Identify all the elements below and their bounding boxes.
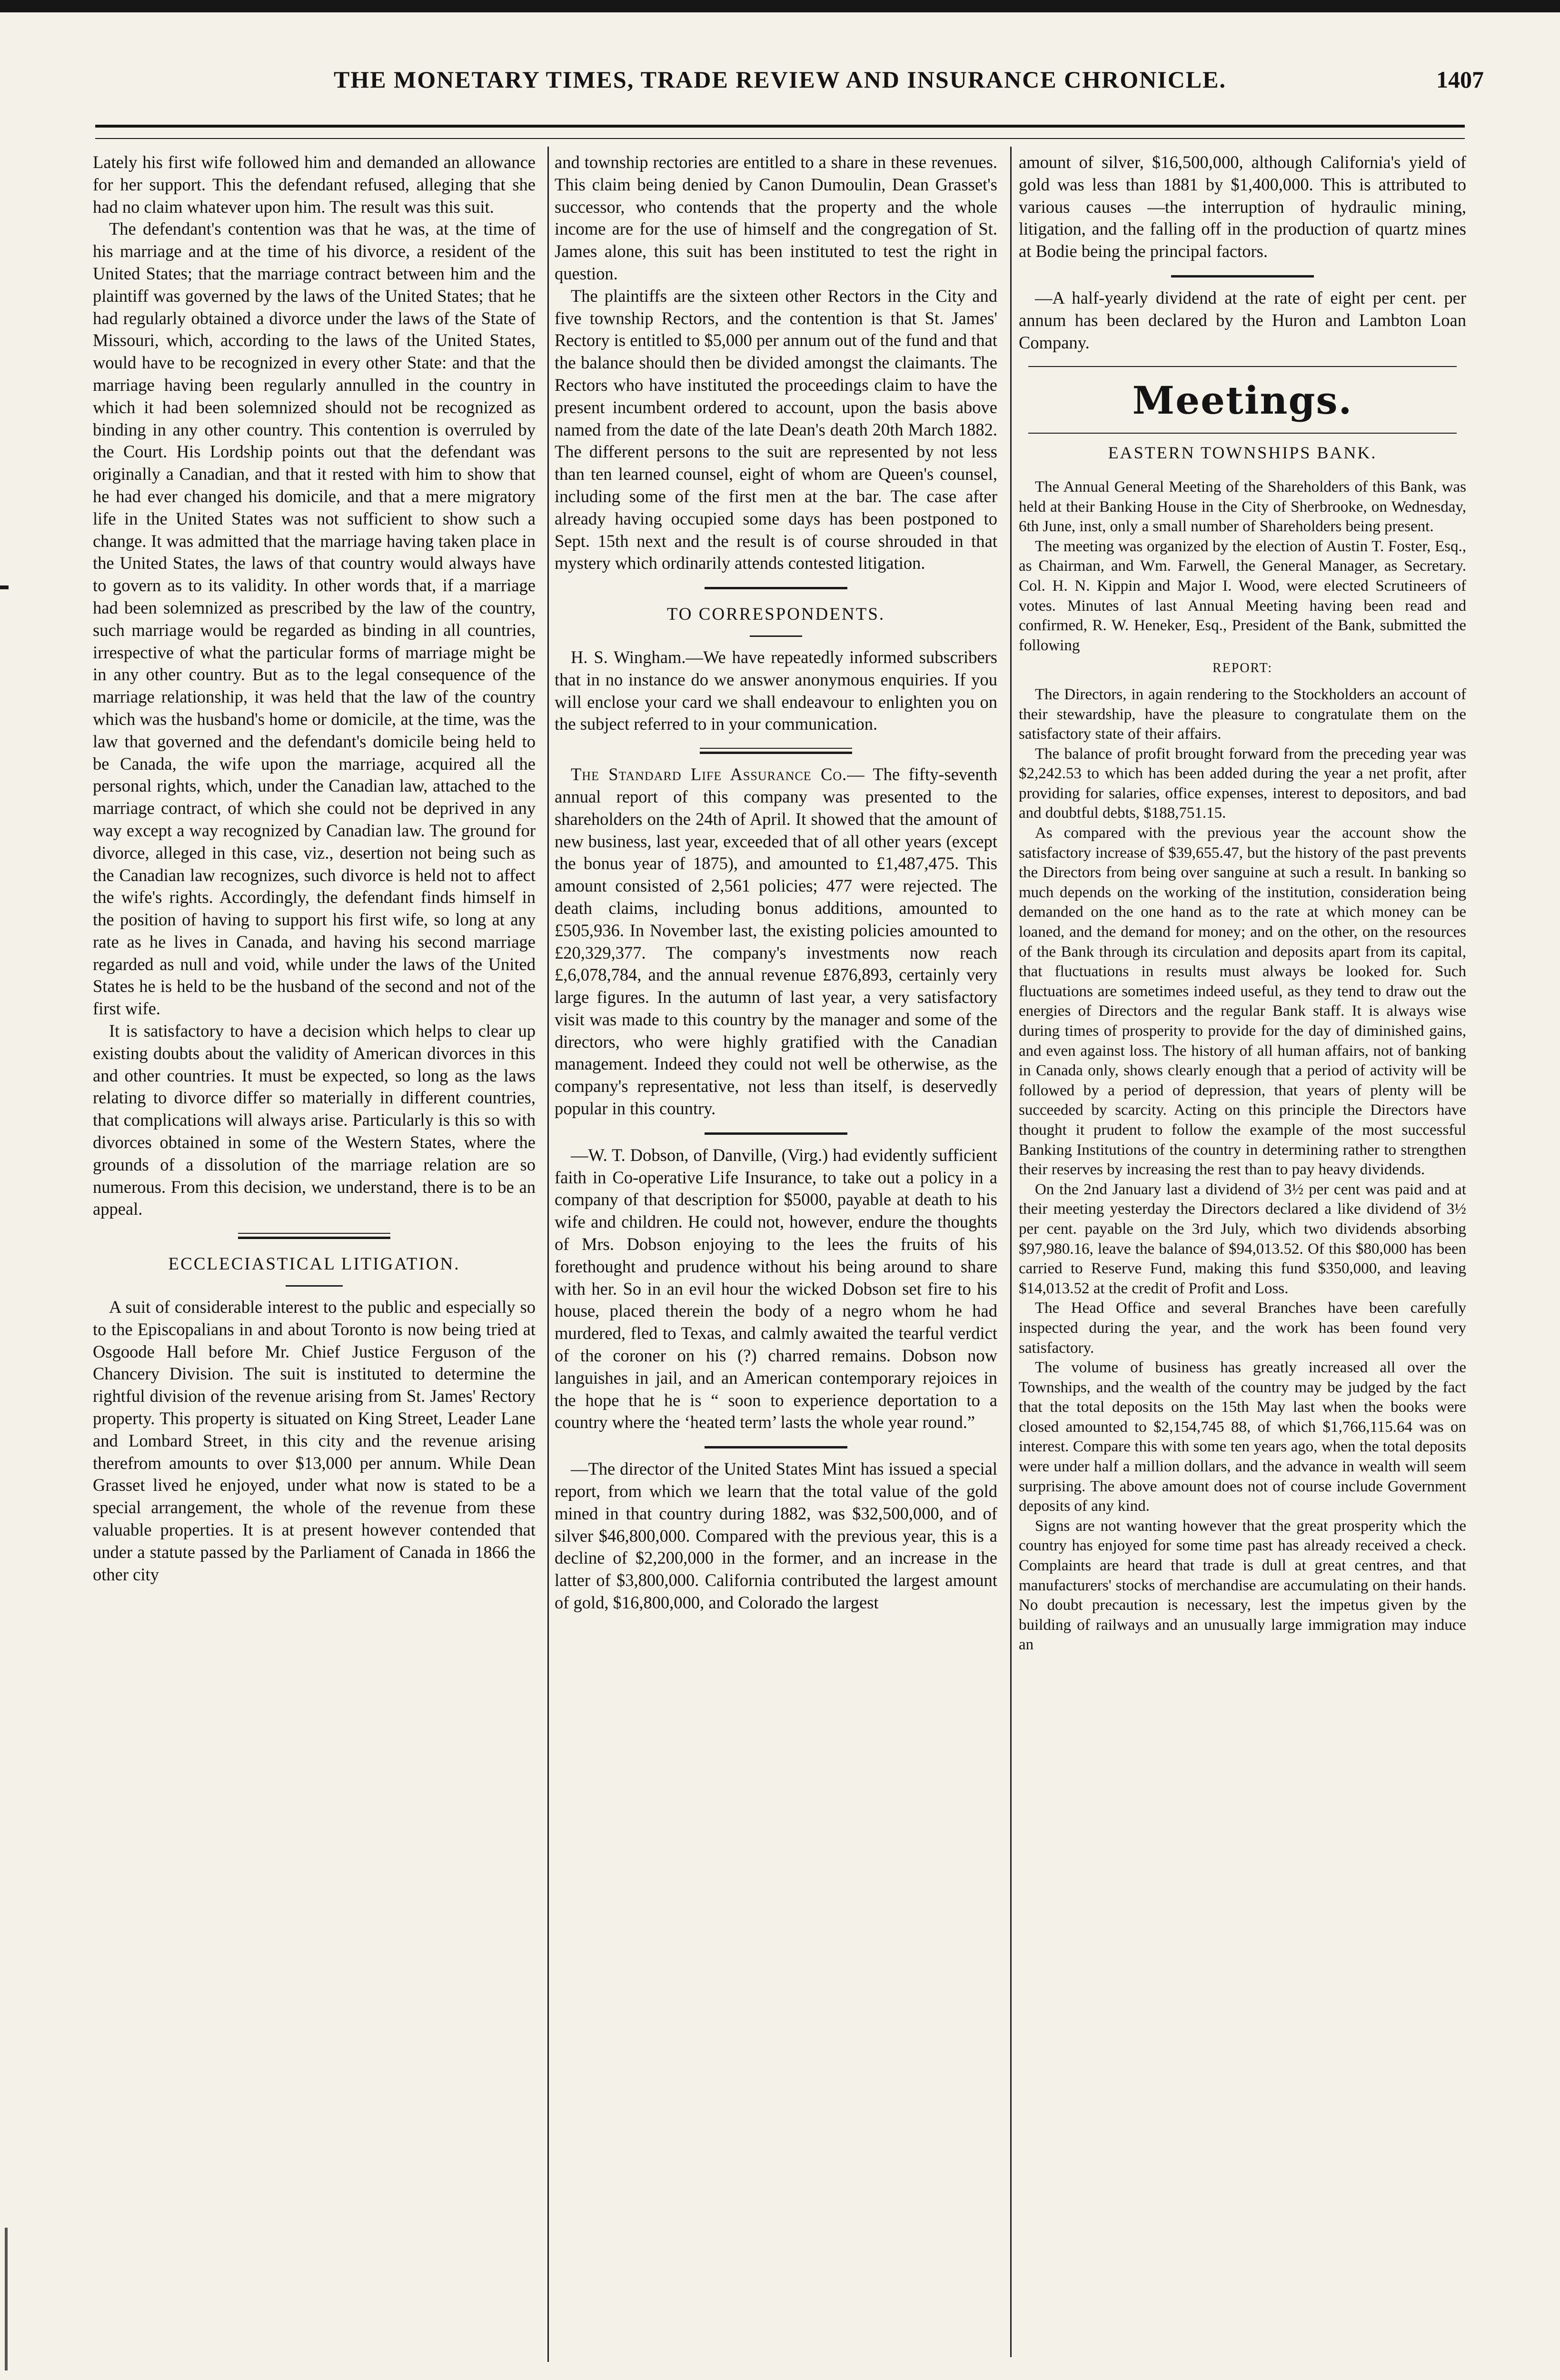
section-separator (705, 1446, 847, 1448)
dividend-paragraph: —A half-yearly dividend at the rate of eight per cent. per annum has been declared by the Huron and Lambton Loan Company. (1019, 288, 1466, 352)
report-paragraph-7: Signs are not wanting however that the great prosperity which the country has enjoyed for some time past has already received a check. Complaints are heard that trade is dull at great centres, and that manufacturers' stocks of merchandise are accumulating on their hands. No doubt precaution is necessary, lest the impetus given by the building of railways and an unusually large immigration may induce an (1019, 1517, 1466, 1654)
heading-underline (286, 1285, 343, 1287)
divorce-paragraph-2: The defendant's contention was that he was, at the time of his marriage and at the time of his divorce, a resident of the United States; that the marriage contract between him and the plaintiff was governed by the laws of the United States; that he had regularly obtained a divorce under the laws of the State of Missouri, which, according to the laws of the United States, would have to be recognized in every other State: and that the marriage having been regularly annulled in the country in which it had been solemnized should not be recognized as binding in any other country. This contention is overruled by the Court. His Lordship points out that the defendant was originally a Canadian, and that it rested with him to show that he had ever changed his domicile, and that a mere migratory life in the United States was not sufficient to show such a change. It was admitted that the marriage having taken place in the United States, the laws of that country would always have to govern as to its validity. In other words that, if a marriage had been solemnized as prescribed by the law of the country, such marriage would be regarded as binding in all countries, irrespective of what the particular forms of marriage might be in any other country. But as to the legal consequence of the marriage relationship, it was held that the law of the country which was the husband's home or domicile, at the time, was the law that governed and the defendant's domicile being held to be Canada, the wife upon the marriage, acquired all the personal rights, which, under the Canadian law, attached to the marriage contract, of which she could not be deprived in any way except a way recognized by Canadian law. The ground for divorce, alleged in this case, viz., desertion not being such as the Canadian law recognizes, such divorce is held not to affect the wife's rights. Accordingly, the defendant finds himself in the position of having to support his first wife, so long at any rate as he lives in Canada, and having his second marriage regarded as null and void, while under the laws of the United States he is held to be the husband of the second and not of the first wife. (93, 219, 536, 1019)
meeting-paragraph-1: The Annual General Meeting of the Shareholders of this Bank, was held at their Banking House in the City of Sherbrooke, on Wednesday, 6th June, inst, only a small number of Shareholders being present. (1019, 478, 1466, 536)
section-separator (1028, 433, 1457, 434)
dobson-paragraph: —W. T. Dobson, of Danville, (Virg.) had evidently sufficient faith in Co-operative Life Insurance, to take out a policy in a company of that description for $5000, payable at death to his wife and children. He could not, however, endure the thoughts of Mrs. Dobson enjoying to the lees the fruits of his forethought and prudence without his being around to share with her. So in an evil hour the wicked Dobson set fire to his house, placed therein the body of a negro whom he had murdered, fled to Texas, and calmly awaited the tearful verdict of the coroner on his (?) charred remains. Dobson now languishes in jail, and an American contemporary rejoices in the hope that he is “ soon to experience deportation to a country where the ‘heated term’ lasts the whole year round.” (555, 1145, 997, 1432)
meeting-paragraph-2: The meeting was organized by the election of Austin T. Foster, Esq., as Chairman, and Wm. Farwell, the General Manager, as Secretary. Col. H. N. Kippin and Major I. Wood, were elected Scrutineers of votes. Minutes of last Annual Meeting having been read and confirmed, R. W. Heneker, Esq., President of the Bank, submitted the following (1019, 537, 1466, 654)
correspondents-paragraph: H. S. Wingham.—We have repeatedly informed subscribers that in no instance do we answer anonymous enquiries. If you will enclose your card we shall endeavour to enlighten you on the subject referred to in your communication. (555, 647, 997, 734)
header-rule-top (95, 125, 1465, 128)
report-paragraph-3: As compared with the previous year the account show the satisfactory increase of $39,655.47, but the history of the past prevents the Directors from being over sanguine at such a result. In banking so much depends on the working of the institution, consideration being demanded on the one hand as to the rate at which money can be loaned, and the demand for money; and on the other, on the resources of the Bank through its circulation and deposits apart from its capital, that fluctuations in results must always be looked for. Such fluctuations are sometimes indeed useful, as they tend to draw out the energies of Directors and the regular Bank staff. It is always wise during times of prosperity to provide for the day of diminished gains, and even against loss. The history of all human affairs, not of banking in Canada only, shows clearly enough that a period of activity will be followed by a period of depression, that years of plenty will be succeeded by scarcity. Acting on this principle the Directors have thought it prudent to follow the example of the most successful Banking Institutions of the country in determining rather to strengthen their reserves by increasing the rest than to pay heavy dividends. (1019, 824, 1466, 1179)
margin-binding-mark (5, 2228, 8, 2370)
page-number: 1407 (1436, 66, 1484, 93)
divorce-paragraph-1: Lately his first wife followed him and demanded an allowance for her support. This the defendant refused, alleging that she had no claim whatever upon him. The result was this suit. (93, 152, 536, 217)
standard-life-paragraph: — The fifty-seventh annual report of this company was presented to the shareholders on the 24th of April. It showed that the amount of new business, last year, exceeded that of all other years (except the bonus year of 1875), and amounted to £1,487,475. This amount consisted of 2,561 policies; 477 were rejected. The death claims, including bonus additions, amounted to £505,936. In November last, the existing policies amounted to £20,329,377. The company's investments now reach £,6,078,784, and the annual revenue £876,893, certainly very large figures. In the autumn of last year, a very satisfactory visit was made to this country by the manager and some of the directors, who were highly gratified with the Canadian management. Indeed they could not well be otherwise, as the company's representative, not less than itself, is deservedly popular in this country. (555, 764, 997, 1119)
correspondents-heading: TO CORRESPONDENTS. (666, 605, 885, 625)
silver-paragraph: amount of silver, $16,500,000, although California's yield of gold was less than 1881 by $1,400,000. This is attributed to various causes —the interruption of hydraulic mining, litigation, and the falling off in the production of quartz mines at Bodie being the principal factors. (1019, 152, 1466, 261)
section-separator (705, 587, 847, 589)
ecclesiastical-heading: ECCLECIASTICAL LITIGATION. (168, 1254, 460, 1274)
report-paragraph-1: The Directors, in again rendering to the Stockholders an account of their stewardship, have the pleasure to congratulate them on the satisfactory state of their affairs. (1019, 685, 1466, 743)
eastern-townships-heading: EASTERN TOWNSHIPS BANK. (1108, 443, 1377, 463)
column-2 (555, 151, 997, 2367)
column-rule-left (547, 147, 549, 2362)
standard-life-lead: The Standard Life Assurance Co. (571, 764, 847, 784)
meetings-heading: Meetings. (1132, 378, 1353, 423)
report-paragraph-6: The volume of business has greatly increased all over the Townships, and the wealth of the country may be judged by the fact that the total deposits on the 15th May last when the books were closed amounted to $2,154,745 88, of which $1,766,115.64 was on interest. Compare this with some ten years ago, when the total deposits were under half a million dollars, and the advance in wealth will seem surprising. The above amount does not of course include Government deposits of any kind. (1019, 1359, 1466, 1515)
header-rule-bottom (95, 138, 1465, 139)
column-3 (1019, 151, 1466, 2367)
report-heading: REPORT: (1212, 661, 1273, 676)
rectory-paragraph-1: and township rectories are entitled to a share in these revenues. This claim being denied by Canon Dumoulin, Dean Grasset's successor, who contends that the property and the whole income are for the use of himself and the congregation of St. James alone, this suit has been instituted to test the right in question. (555, 152, 997, 283)
section-separator (705, 1132, 847, 1135)
ecclesiastical-paragraph: A suit of considerable interest to the public and especially so to the Episcopalians in and about Toronto is now being tried at Osgoode Hall before Mr. Chief Justice Ferguson of the Chancery Division. The suit is instituted to determine the rightful division of the revenue arising from St. James' Rectory property. This property is situated on King Street, Leader Lane and Lombard Street, in this city and the revenue arising therefrom amounts to over $13,000 per annum. While Dean Grasset lived he enjoyed, under what now is stated to be a special arrangement, the whole of the revenue from these valuable properties. It is at present however contended that under a statute passed by the Parliament of Canada in 1866 the other city (93, 1297, 536, 1584)
running-head (95, 66, 1484, 118)
divorce-paragraph-3: It is satisfactory to have a decision which helps to clear up existing doubts about the validity of American divorces in this and other countries. It must be expected, so long as the laws relating to divorce differ so materially in different countries, that complications will always arise. Particularly is this so with divorces obtained in some of the Western States, where the grounds of a dissolution of the marriage relation are so numerous. From this decision, we understand, there is to be an appeal. (93, 1021, 536, 1219)
column-1 (93, 151, 536, 2367)
heading-underline (750, 635, 802, 637)
section-separator (1171, 275, 1314, 278)
mint-paragraph: —The director of the United States Mint has issued a special report, from which we learn that the total value of the gold mined in that country during 1882, was $32,500,000, and of silver $46,800,000. Compared with the previous year, this is a decline of $2,200,000 in the former, and an increase in the latter of $3,800,000. California contributed the largest amount of gold, $16,800,000, and Colorado the largest (555, 1459, 997, 1613)
top-edge-bar (0, 0, 1560, 12)
masthead: THE MONETARY TIMES, TRADE REVIEW AND INSURANCE CHRONICLE. (333, 66, 1227, 93)
report-paragraph-4: On the 2nd January last a dividend of 3½ per cent was paid and at their meeting yesterday the Directors declared a like dividend of 3½ per cent. payable on the 3rd July, which two dividends absorbing $97,980.16, leave the balance of $94,013.52. Of this $80,000 has been carried to Reserve Fund, making this fund $350,000, and leaving $14,013.52 at the credit of Profit and Loss. (1019, 1180, 1466, 1297)
report-paragraph-5: The Head Office and several Branches have been carefully inspected during the year, and the work has been found very satisfactory. (1019, 1299, 1466, 1357)
section-separator (238, 1233, 390, 1239)
report-paragraph-2: The balance of profit brought forward from the preceding year was $2,242.53 to which has been added during the year a net profit, after providing for salaries, office expenses, interest to depositors, and bad and doubtful debts, $188,751.15. (1019, 745, 1466, 822)
section-separator (700, 748, 852, 754)
margin-mark (0, 585, 9, 589)
rectory-paragraph-2: The plaintiffs are the sixteen other Rectors in the City and five township Rectors, and the contention is that St. James' Rectory is entitled to $5,000 per annum out of the fund and that the balance should then be divided amongst the claimants. The Rectors who have instituted the proceedings claim to have the present incumbent ordered to account, upon the basis above named from the date of the late Dean's death 20th March 1882. The different persons to the suit are represented by not less than ten learned counsel, eight of whom are Queen's counsel, including some of the first men at the bar. The case after already having occupied some days has been postponed to Sept. 15th next and the result is of course shrouded in that mystery which ordinarily attends contested litigation. (555, 286, 997, 573)
section-separator (1028, 366, 1457, 367)
column-rule-right (1010, 147, 1012, 2357)
